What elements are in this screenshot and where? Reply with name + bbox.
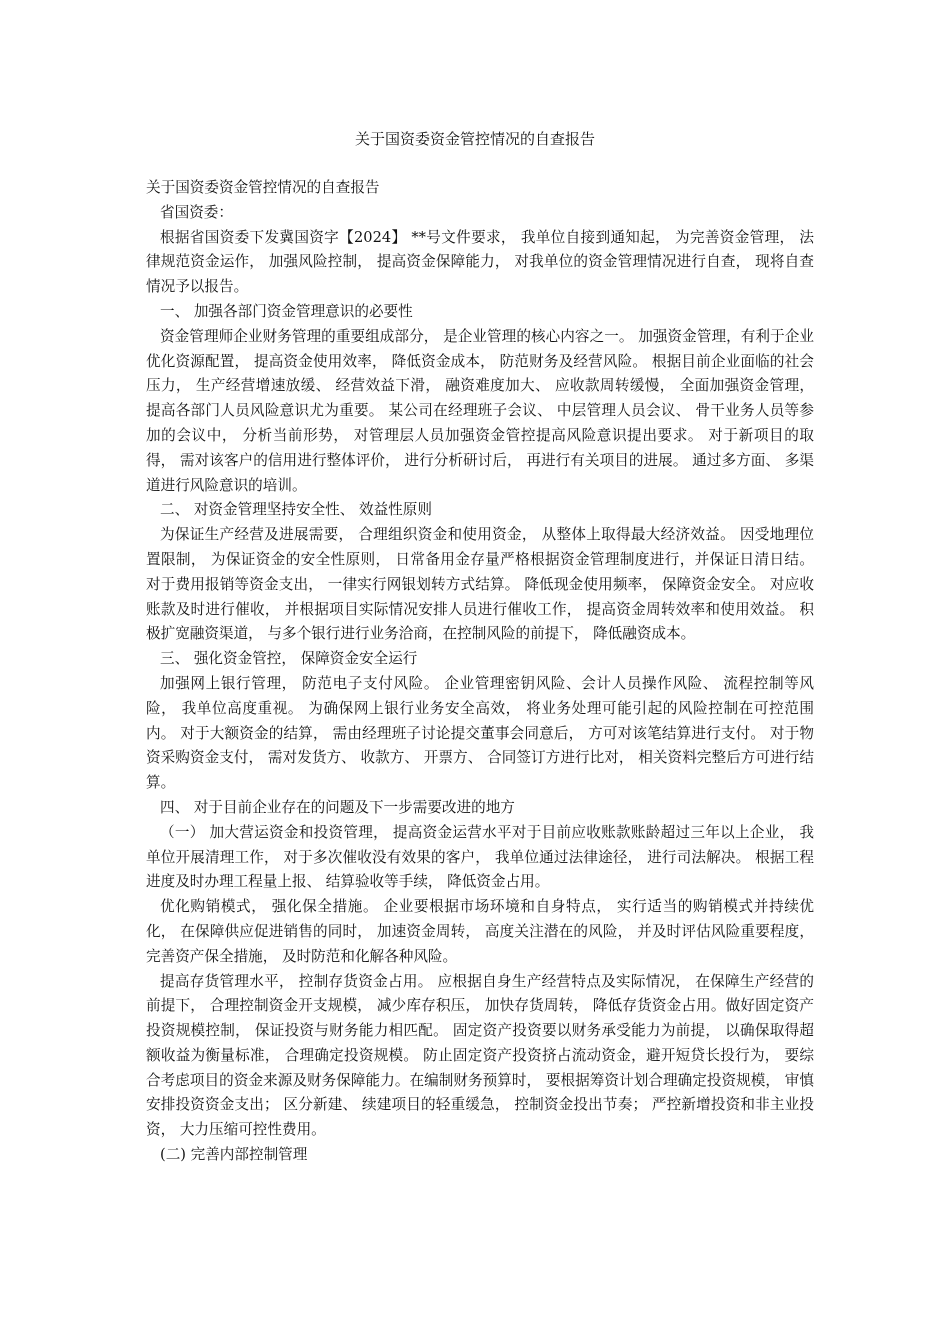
document-title: 关于国资委资金管控情况的自查报告 [354,130,595,148]
subsection-heading: (二) 完善内部控制管理 [160,1146,308,1164]
section-heading-2: 二、 对资金管理坚持安全性、 效益性原则 [160,501,432,519]
section-heading-4: 四、 对于目前企业存在的问题及下一步需要改进的地方 [160,798,515,816]
document-body [146,176,814,1168]
section-body-2: 为保证生产经营及进展需要， 合理组织资金和使用资金， 从整体上取得最大经济效益。 因受地理位置限制， 为保证资金的安全性原则， 日常备用金存量严格根据资金管理制度进行，并保证日清日结。 对于费用报销等资金支出， 一律实行网银划转方式结算。 降低现金使用频率， 保障资金安全。 对应收账款及时进行催收， 并根据项目实际情况安排人员进行催收工作， 提高资金周转效率和使用效益。 积极扩宽融资渠道， 与多个银行进行业务洽商，在控制风险的前提下， 降低融资成本。 [146,526,814,643]
salutation: 省国资委： [160,203,233,221]
section-4-paragraph-3: 提高存货管理水平， 控制存货资金占用。 应根据自身生产经营特点及实际情况， 在保障生产经营的前提下， 合理控制资金开支规模， 减少库存积压， 加快存货周转， 降低存货资金占用。做好固定资产投资规模控制， 保证投资与财务能力相匹配。 固定资产投资要以财务承受能力为前提， 以确保取得超额收益为衡量标准， 合理确定投资规模。 防止固定资产投资挤占流动资金，避开短贷长投行为， 要综合考虑项目的资金来源及财务保障能力。在编制财务预算时， 要根据筹资计划合理确定投资规模， 审慎安排投资资金支出； 区分新建、 续建项目的轻重缓急， 控制资金投出节奏； 严控新增投资和非主业投资， 大力压缩可控性费用。 [146,972,814,1139]
section-4-paragraph-1: （一） 加大营运资金和投资管理， 提高资金运营水平对于目前应收账款账龄超过三年以上企业， 我单位开展清理工作， 对于多次催收没有效果的客户， 我单位通过法律途径， 进行司法解决。 根据工程进度及时办理工程量上报、 结算验收等手续， 降低资金占用。 [146,823,814,891]
document-heading: 关于国资委资金管控情况的自查报告 [146,179,380,196]
section-body-3: 加强网上银行管理， 防范电子支付风险。 企业管理密钥风险、会计人员操作风险、 流程控制等风险， 我单位高度重视。 为确保网上银行业务安全高效， 将业务处理可能引起的风险控制在可控范围内。 对于大额资金的结算， 需由经理班子讨论提交董事会同意后， 方可对该笔结算进行支付。 对于物资采购资金支付， 需对发货方、 收款方、 开票方、 合同签订方进行比对， 相关资料完整后方可进行结算。 [146,674,814,792]
intro-paragraph: 根据省国资委下发冀国资字【2024】 **号文件要求， 我单位自接到通知起， 为完善资金管理， 法律规范资金运作， 加强风险控制， 提高资金保障能力， 对我单位的资金管理情况进行自查， 现将自查情况予以报告。 [146,228,814,296]
section-4-paragraph-2: 优化购销模式， 强化保全措施。 企业要根据市场环境和自身特点， 实行适当的购销模式并持续优化， 在保障供应促进销售的同时， 加速资金周转， 高度关注潜在的风险， 并及时评估风险重要程度， 完善资产保全措施， 及时防范和化解各种风险。 [146,898,814,965]
section-heading-1: 一、 加强各部门资金管理意识的必要性 [160,302,413,320]
section-heading-3: 三、 强化资金管控， 保障资金安全运行 [160,650,418,668]
section-body-1: 资金管理师企业财务管理的重要组成部分， 是企业管理的核心内容之一。 加强资金管理，有利于企业优化资源配置， 提高资金使用效率， 降低资金成本， 防范财务及经营风险。 根据目前企业面临的社会压力， 生产经营增速放缓、 经营效益下滑， 融资难度加大、 应收款周转缓慢， 全面加强资金管理， 提高各部门人员风险意识尤为重要。 某公司在经理班子会议、 中层管理人员会议、 骨干业务人员等参加的会议中， 分析当前形势， 对管理层人员加强资金管控提高风险意识提出要求。 对于新项目的取得， 需对该客户的信用进行整体评价， 进行分析研讨后， 再进行有关项目的进展。 通过多方面、 多渠道进行风险意识的培训。 [146,327,814,494]
